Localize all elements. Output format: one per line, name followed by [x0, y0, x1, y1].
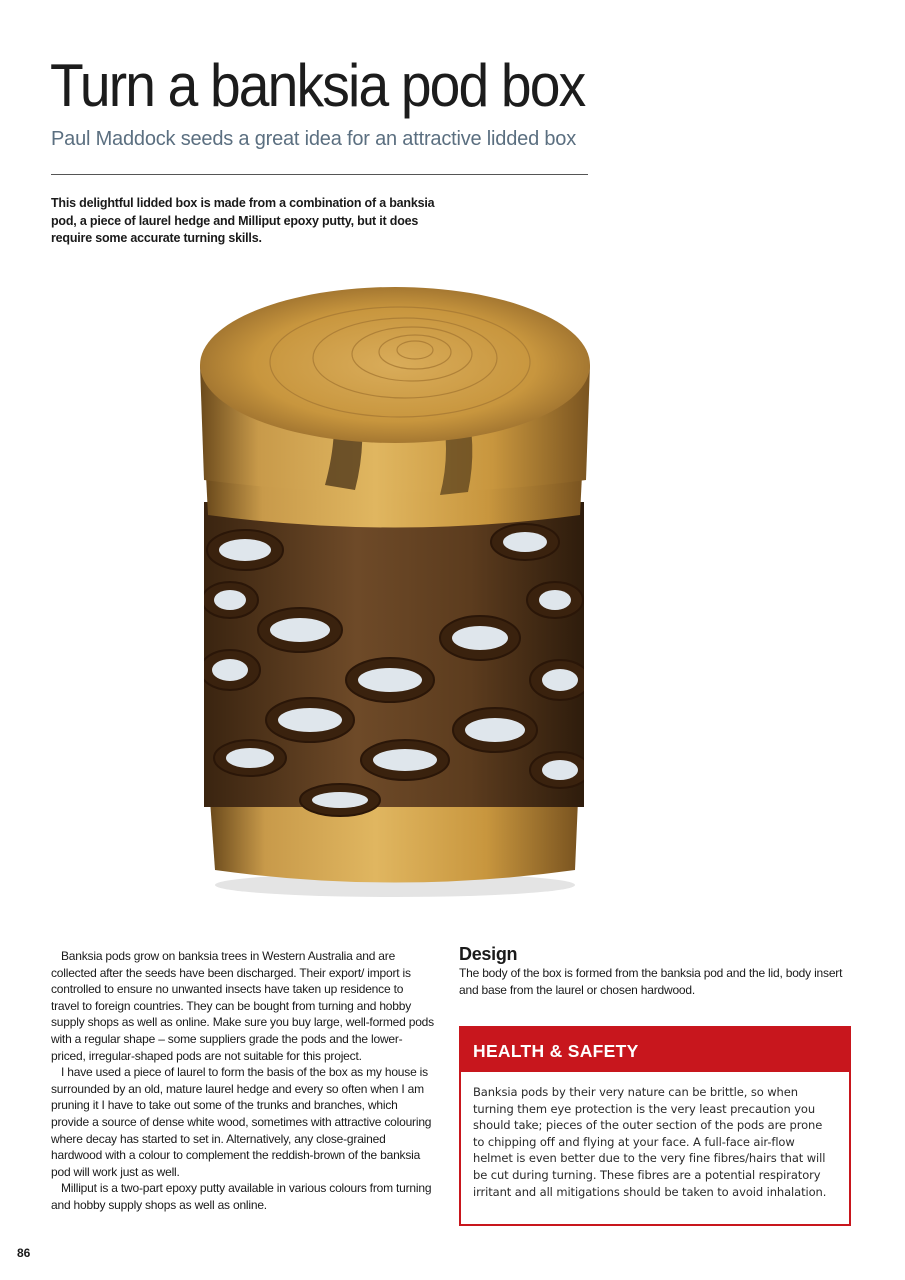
- body-paragraph: I have used a piece of laurel to form the basis of the box as my house is surrounded by an old, mature laurel hedge and every so often when I am pruning it I have to take out some of the trunks and branches, which provide a source of dense white wood, sometimes with attractive colouring where decay has started to set in. Alternatively, any close-grained hardwood with a colour to complement the reddish-brown of the banksia pod will work just as well.: [51, 1065, 432, 1179]
- article-subtitle: Paul Maddock seeds a great idea for an attractive lidded box: [51, 128, 576, 150]
- body-paragraph: Banksia pods grow on banksia trees in Western Australia and are collected after the seeds have been discharged. Their export/ import is controlled to ensure no unwanted insects have taken up residence to travel to foreign countries. They can be bought from turning and hobby supply shops as well as online. Make sure you buy large, well-formed pods with a regular shape – some suppliers grade the pods and the lower-priced, irregular-shaped pods are not suitable for this project.: [51, 949, 434, 1063]
- health-safety-text: Banksia pods by their very nature can be brittle, so when turning them eye protection is the very least precaution you should take; pieces of the outer section of the pods are prone to chipping off and flying at your face. A full-face air-flow helmet is even better due to the very fine fibres/hairs that will be cut during turning. These fibres are a potential respiratory irritant and all mitigations should be taken to avoid inhalation.: [473, 1085, 827, 1199]
- main-text-column: [51, 948, 434, 1214]
- intro-paragraph: This delightful lidded box is made from a combination of a banksia pod, a piece of laurel hedge and Milliput epoxy putty, but it does require some accurate turning skills.: [51, 196, 435, 245]
- page-number: 86: [17, 1246, 31, 1260]
- title-divider: [51, 174, 588, 175]
- box-lid-top: [200, 287, 590, 443]
- health-safety-heading: HEALTH & SAFETY: [461, 1028, 849, 1072]
- design-text: The body of the box is formed from the banksia pod and the lid, body insert and base from the laurel or chosen hardwood.: [459, 966, 843, 997]
- box-base: [210, 800, 578, 883]
- health-safety-box: [459, 1026, 851, 1226]
- article-title: Turn a banksia pod box: [50, 52, 585, 119]
- design-heading: Design: [459, 944, 518, 964]
- banksia-box-photo: [190, 280, 600, 900]
- body-paragraph: Milliput is a two-part epoxy putty available in various colours from turning and hobby supply shops as well as online.: [51, 1181, 432, 1212]
